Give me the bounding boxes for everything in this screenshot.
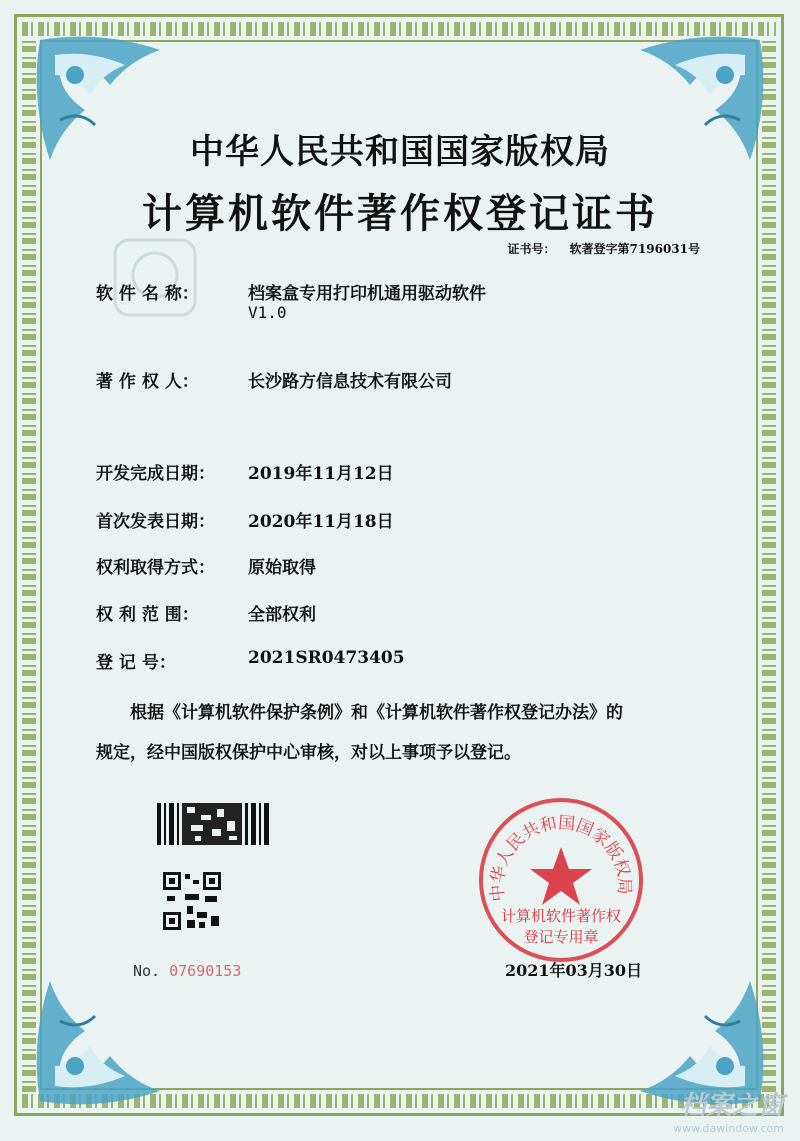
statement-line-2: 规定，经中国版权保护中心审核，对以上事项予以登记。 (96, 743, 521, 763)
field-value-publish-date: 2020年11月18日 (248, 512, 394, 532)
field-value-software-name: 档案盒专用打印机通用驱动软件 (248, 284, 486, 304)
software-version: V1.0 (248, 303, 287, 322)
field-value-scope: 全部权利 (248, 605, 316, 625)
corner-ornament-icon (30, 971, 170, 1111)
field-label-publish-date: 首次发表日期： (96, 512, 215, 532)
field-label-software-name: 软 件 名 称： (96, 284, 199, 304)
issuing-authority: 中华人民共和国国家版权局 (190, 132, 610, 172)
serial-value: 07690153 (169, 962, 242, 980)
seal-text-line-2: 登记专用章 (523, 928, 599, 946)
field-value-reg-number: 2021SR0473405 (248, 648, 405, 668)
certificate-number-label: 证书号： (507, 242, 556, 256)
field-label-reg-number: 登 记 号： (96, 653, 176, 673)
qr-code-icon (163, 872, 221, 930)
issue-date: 2021年03月30日 (505, 961, 643, 980)
certificate-number (508, 240, 700, 257)
statement-line-1: 根据《计算机软件保护条例》和《计算机软件著作权登记办法》的 (130, 703, 623, 723)
watermark-brand: 档案之窗 (679, 1091, 784, 1121)
seal-text-line-1: 计算机软件著作权 (500, 907, 621, 925)
field-value-copyright-owner: 长沙路方信息技术有限公司 (248, 372, 452, 392)
certificate-number-value: 软著登字第7196031号 (569, 242, 700, 256)
field-label-copyright-owner: 著 作 权 人： (96, 372, 199, 392)
field-value-acquisition: 原始取得 (248, 558, 316, 578)
field-label-acquisition: 权利取得方式： (96, 558, 215, 578)
serial-number (133, 962, 241, 980)
site-watermark (673, 1085, 784, 1135)
serial-prefix: No. (133, 962, 161, 980)
copyright-emblem-watermark-icon (110, 235, 200, 320)
field-value-dev-date: 2019年11月12日 (248, 464, 394, 484)
svg-text:中华人民共和国国家版权局: 中华人民共和国国家版权局 (487, 813, 635, 903)
field-label-scope: 权 利 范 围： (96, 605, 199, 625)
field-label-dev-date: 开发完成日期： (96, 464, 215, 484)
watermark-url: www.dawindow.com (673, 1122, 784, 1135)
certificate-title: 计算机软件著作权登记证书 (142, 191, 658, 237)
barcode-icon (157, 803, 269, 845)
statement-paragraph (96, 693, 746, 773)
